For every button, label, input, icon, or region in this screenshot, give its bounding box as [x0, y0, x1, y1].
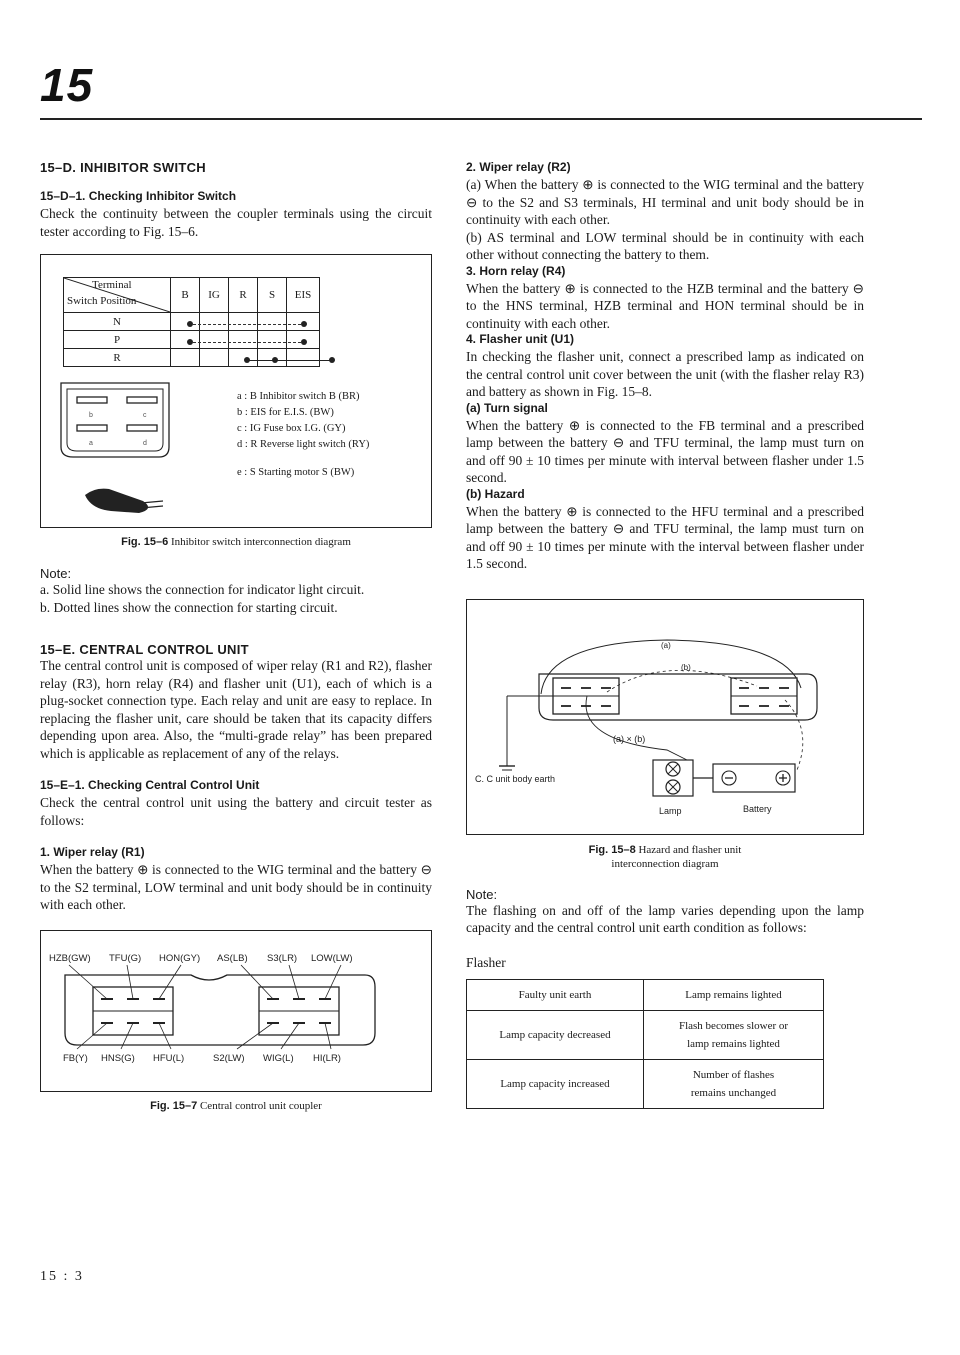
- central-unit-coupler-drawing: [41, 931, 431, 1091]
- row-label-p: P: [64, 331, 171, 349]
- turn-signal-text: When the battery ⊕ is connected to the FB terminal and a prescribed lamp between the battery ⊖ and TFU terminal, the lamp must turn on and off 90 ± 10 times per minute with interval between flasher under 1.5 second.: [466, 417, 864, 485]
- table-cell-condition: Faulty unit earth: [467, 979, 644, 1010]
- label-lamp: Lamp: [659, 805, 682, 816]
- wiper-relay-r1-title: 1. Wiper relay (R1): [40, 845, 145, 859]
- coupler-label-hi: HI(LR): [313, 1052, 341, 1064]
- coupler-label-tfu: TFU(G): [109, 952, 142, 964]
- table-cell-condition: Lamp capacity increased: [467, 1059, 644, 1108]
- section-d-title: 15–D. INHIBITOR SWITCH: [40, 160, 206, 175]
- connector-letter-c: c: [143, 412, 147, 419]
- figure-15-8: [466, 599, 864, 835]
- section-e-title: 15–E. CENTRAL CONTROL UNIT: [40, 642, 249, 657]
- figure-15-8-caption: [466, 843, 864, 871]
- corner-top-label: Terminal: [92, 279, 132, 291]
- coupler-label-as: AS(LB): [217, 952, 248, 964]
- terminal-legend: [237, 389, 369, 481]
- dotted-link-n: [193, 324, 301, 325]
- figure-15-7-caption: [40, 1100, 432, 1112]
- col-header-s: S: [258, 278, 287, 313]
- result-line: Number of flashes: [692, 1068, 775, 1081]
- caption-text-line2: interconnection diagram: [611, 857, 719, 870]
- result-line: lamp remains lighted: [687, 1037, 780, 1050]
- col-header-eis: EIS: [287, 278, 320, 313]
- note-title: Note:: [40, 566, 72, 581]
- continuity-dot: [272, 357, 278, 363]
- section-d1-title: 15–D–1. Checking Inhibitor Switch: [40, 189, 237, 203]
- corner-bottom-label: Switch Position: [67, 295, 137, 307]
- figure-15-7: [40, 930, 432, 1092]
- table-cell-result: [644, 1010, 824, 1059]
- continuity-dot: [329, 357, 335, 363]
- right-column: [466, 160, 864, 1109]
- caption-label: Fig. 15–6: [121, 536, 169, 548]
- figure-15-6: [40, 254, 432, 528]
- wiper-relay-r2-title: 2. Wiper relay (R2): [466, 160, 571, 174]
- wiper-relay-r1-text: When the battery ⊕ is connected to the WIG terminal and the battery ⊖ to the S2 terminal, LOW terminal and unit body should be in continuity with each other.: [40, 862, 432, 912]
- hazard-text: When the battery ⊕ is connected to the HFU terminal and a prescribed lamp between the battery ⊖ and TFU terminal, the lamp must turn on and off 90 ± 10 times per minute with the interval between flasher under 1.5 second.: [466, 503, 864, 571]
- figure-15-6-caption: [40, 536, 432, 548]
- note-b: b. Dotted lines show the connection for starting circuit.: [40, 599, 338, 615]
- col-header-r: R: [229, 278, 258, 313]
- coupler-label-hfu: HFU(L): [153, 1052, 185, 1064]
- table-row: [467, 1059, 824, 1108]
- wiper-relay-r2-b: (b) AS terminal and LOW terminal should be in continuity with each other without connecting the battery to them.: [466, 229, 864, 262]
- hazard-flasher-diagram: [467, 600, 863, 834]
- flasher-label: Flasher: [466, 954, 506, 970]
- legend-item: c : IG Fuse box I.G. (GY): [237, 423, 346, 434]
- section-e1-text: Check the central control unit using the battery and circuit tester as follows:: [40, 795, 432, 828]
- table-corner-cell: [64, 278, 171, 313]
- label-b: (b): [681, 662, 691, 672]
- row-label-n: N: [64, 313, 171, 331]
- hazard-title: (b) Hazard: [466, 486, 525, 501]
- coupler-label-s2: S2(LW): [213, 1052, 245, 1064]
- flasher-unit-text: In checking the flasher unit, connect a prescribed lamp as indicated on the central control unit cover between the unit (with the flasher relay R3) and battery as shown in Fig. 15–8.: [466, 349, 864, 399]
- table-row: [467, 1010, 824, 1059]
- solid-link-r: [247, 360, 333, 361]
- table-cell-result: Lamp remains lighted: [644, 979, 824, 1010]
- note-text: The flashing on and off of the lamp varies depending upon the lamp capacity and the central control unit earth condition as follows:: [466, 902, 864, 935]
- horn-relay-title: 3. Horn relay (R4): [466, 263, 566, 278]
- coupler-label-low: LOW(LW): [311, 952, 353, 964]
- coupler-label-wig: WIG(L): [263, 1052, 294, 1064]
- legend-item: e : S Starting motor S (BW): [237, 467, 355, 478]
- legend-item: d : R Reverse light switch (RY): [237, 439, 370, 450]
- col-header-b: B: [171, 278, 200, 313]
- table-cell-condition: Lamp capacity decreased: [467, 1010, 644, 1059]
- inhibitor-connector-drawing: [51, 375, 231, 525]
- connector-letter-d: d: [143, 440, 147, 447]
- coupler-label-hzb: HZB(GW): [49, 952, 91, 964]
- horn-relay-text: When the battery ⊕ is connected to the HZB terminal and the battery ⊖ to the HNS terminal, HZB terminal and HON terminal should be in continuity with each other.: [466, 280, 864, 331]
- section-d1-text: Check the continuity between the coupler terminals using the circuit tester according to Fig. 15–6.: [40, 206, 432, 239]
- note-a: a. Solid line shows the connection for indicator light circuit.: [40, 582, 365, 597]
- header-rule: [40, 118, 922, 120]
- coupler-label-hns: HNS(G): [101, 1052, 135, 1064]
- wiper-relay-r2-a: (a) When the battery ⊕ is connected to the WIG terminal and the battery ⊖ to the S2 and S3 terminals, HI terminal and unit body should be in continuity with each other.: [466, 177, 864, 227]
- coupler-label-hon: HON(GY): [159, 952, 201, 964]
- legend-item: b : EIS for E.I.S. (BW): [237, 407, 334, 418]
- label-a-times-b: (a) × (b): [613, 733, 646, 744]
- caption-label: Fig. 15–8: [588, 843, 636, 856]
- continuity-dot: [301, 321, 307, 327]
- chapter-number: 15: [40, 59, 94, 111]
- label-earth: C. C unit body earth: [475, 773, 556, 784]
- caption-text: Inhibitor switch interconnection diagram: [170, 536, 351, 548]
- label-a: (a): [661, 640, 671, 650]
- table-row: [467, 979, 824, 1010]
- continuity-dot: [301, 339, 307, 345]
- flasher-unit-title: 4. Flasher unit (U1): [466, 332, 575, 346]
- connector-letter-b: b: [89, 412, 93, 419]
- page-number: 15 : 3: [40, 1269, 84, 1284]
- table-cell-result: [644, 1059, 824, 1108]
- connector-letter-a: a: [89, 440, 93, 447]
- caption-text: Hazard and flasher unit: [638, 843, 742, 856]
- note-title: Note:: [466, 886, 498, 902]
- legend-item: a : B Inhibitor switch B (BR): [237, 391, 360, 402]
- coupler-label-fb: FB(Y): [63, 1052, 88, 1064]
- result-line: remains unchanged: [690, 1086, 777, 1099]
- flasher-condition-table: [466, 979, 824, 1109]
- turn-signal-title: (a) Turn signal: [466, 400, 548, 415]
- result-line: Flash becomes slower or: [678, 1019, 789, 1032]
- left-column: [40, 160, 432, 1112]
- col-header-ig: IG: [200, 278, 229, 313]
- coupler-label-s3: S3(LR): [267, 952, 298, 964]
- section-e1-title: 15–E–1. Checking Central Control Unit: [40, 778, 260, 792]
- caption-label: Fig. 15–7: [150, 1099, 198, 1112]
- row-label-r: R: [64, 349, 171, 367]
- dotted-link-p: [193, 342, 301, 343]
- section-e-text: The central control unit is composed of wiper relay (R1 and R2), flasher relay (R3), horn relay (R4) and flasher unit (U1), each of which is a plug-socket connection type. Each relay and unit are easy to replace. In replacing the flasher unit, care should be taken that its capacity differs depending upon area. Also, the “multi-grade relay” has been prepared which is applicable as replacement of any of the relays.: [40, 658, 432, 761]
- label-battery: Battery: [743, 803, 772, 814]
- caption-text: Central control unit coupler: [199, 1099, 322, 1112]
